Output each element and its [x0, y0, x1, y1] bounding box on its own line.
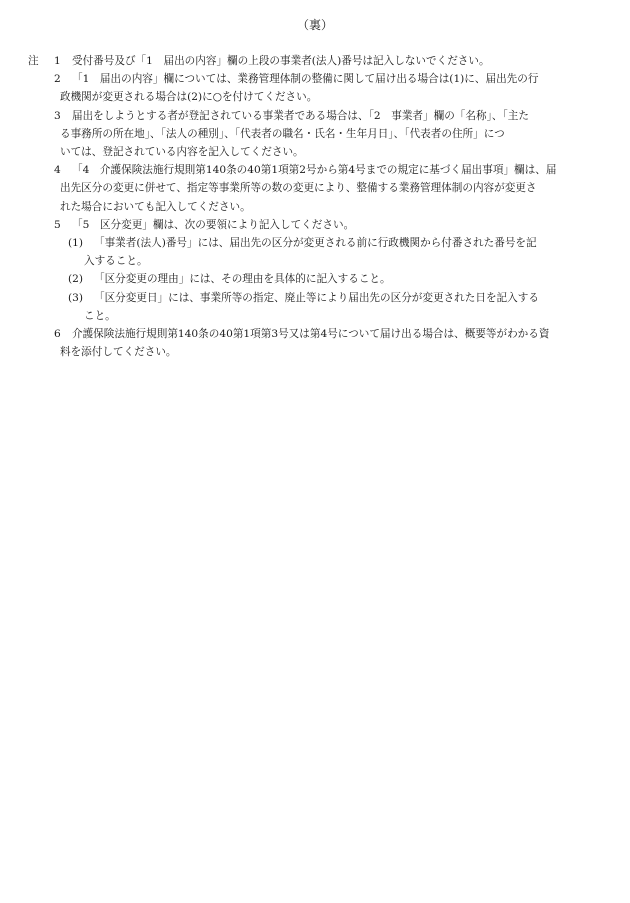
note-line: 「5 区分変更」欄は、次の要領により記入してください。: [72, 218, 355, 231]
note-item-5: [28, 216, 596, 325]
note-line: 政機関が変更される場合は(2)に○を付けてください。: [60, 91, 318, 104]
sub-item-line: 入すること。: [84, 255, 148, 268]
note-item-6: [28, 325, 596, 361]
sub-item-2: [28, 270, 596, 288]
note-number: 1: [54, 55, 61, 67]
note-number: 2: [54, 73, 61, 86]
sub-item-line: 「事業者(法人)番号」には、届出先の区分が変更される前に行政機関から付番された番号を記: [94, 237, 537, 250]
note-number: 6: [54, 328, 61, 341]
sub-item-number: (2): [68, 273, 84, 286]
note-item-2: [28, 70, 596, 106]
note-line: 届出をしようとする者が登記されている事業者である場合は、「2 事業者」欄の「名称」、「主た: [72, 109, 529, 122]
note-line: 「4 介護保険法施行規則第140条の40第1項第2号から第4号までの規定に基づく届出事項」欄は、届: [72, 164, 557, 177]
notes-prefix: 注: [28, 55, 39, 67]
sub-item-line: こと。: [84, 309, 116, 322]
sub-item-line: 「区分変更日」には、事業所等の指定、廃止等により届出先の区分が変更された日を記入する: [94, 291, 539, 304]
note-line: 料を添付してください。: [60, 346, 177, 359]
note-line: 受付番号及び「1 届出の内容」欄の上段の事業者(法人)番号は記入しないでください。: [72, 55, 490, 67]
note-line: れた場合においても記入してください。: [60, 200, 251, 213]
note-number: 4: [54, 164, 61, 177]
sub-item-number: (3): [68, 291, 84, 304]
sub-item-3: [28, 289, 596, 325]
sub-item-line: 「区分変更の理由」には、その理由を具体的に記入すること。: [94, 273, 391, 286]
note-item-1: [28, 52, 596, 70]
sub-item-1: [28, 234, 596, 270]
note-number: 5: [54, 218, 61, 231]
sub-item-number: (1): [68, 237, 84, 250]
note-line: 介護保険法施行規則第140条の40第1項第3号又は第4号について届け出る場合は、概要等がわかる資: [72, 328, 550, 341]
notes-section: [28, 52, 596, 361]
note-line: いては、登記されている内容を記入してください。: [60, 146, 304, 159]
note-line: る事務所の所在地」、「法人の種別」、「代表者の職名・氏名・生年月日」、「代表者の住所」につ: [60, 127, 505, 140]
note-item-4: [28, 161, 596, 216]
note-item-3: [28, 107, 596, 162]
note-line: 出先区分の変更に併せて、指定等事業所等の数の変更により、整備する業務管理体制の内容が変更さ: [60, 182, 537, 195]
note-line: 「1 届出の内容」欄については、業務管理体制の整備に関して届け出る場合は(1)に、届出先の行: [72, 73, 539, 86]
note-number: 3: [54, 109, 61, 122]
page-heading: （裏）: [296, 18, 333, 32]
